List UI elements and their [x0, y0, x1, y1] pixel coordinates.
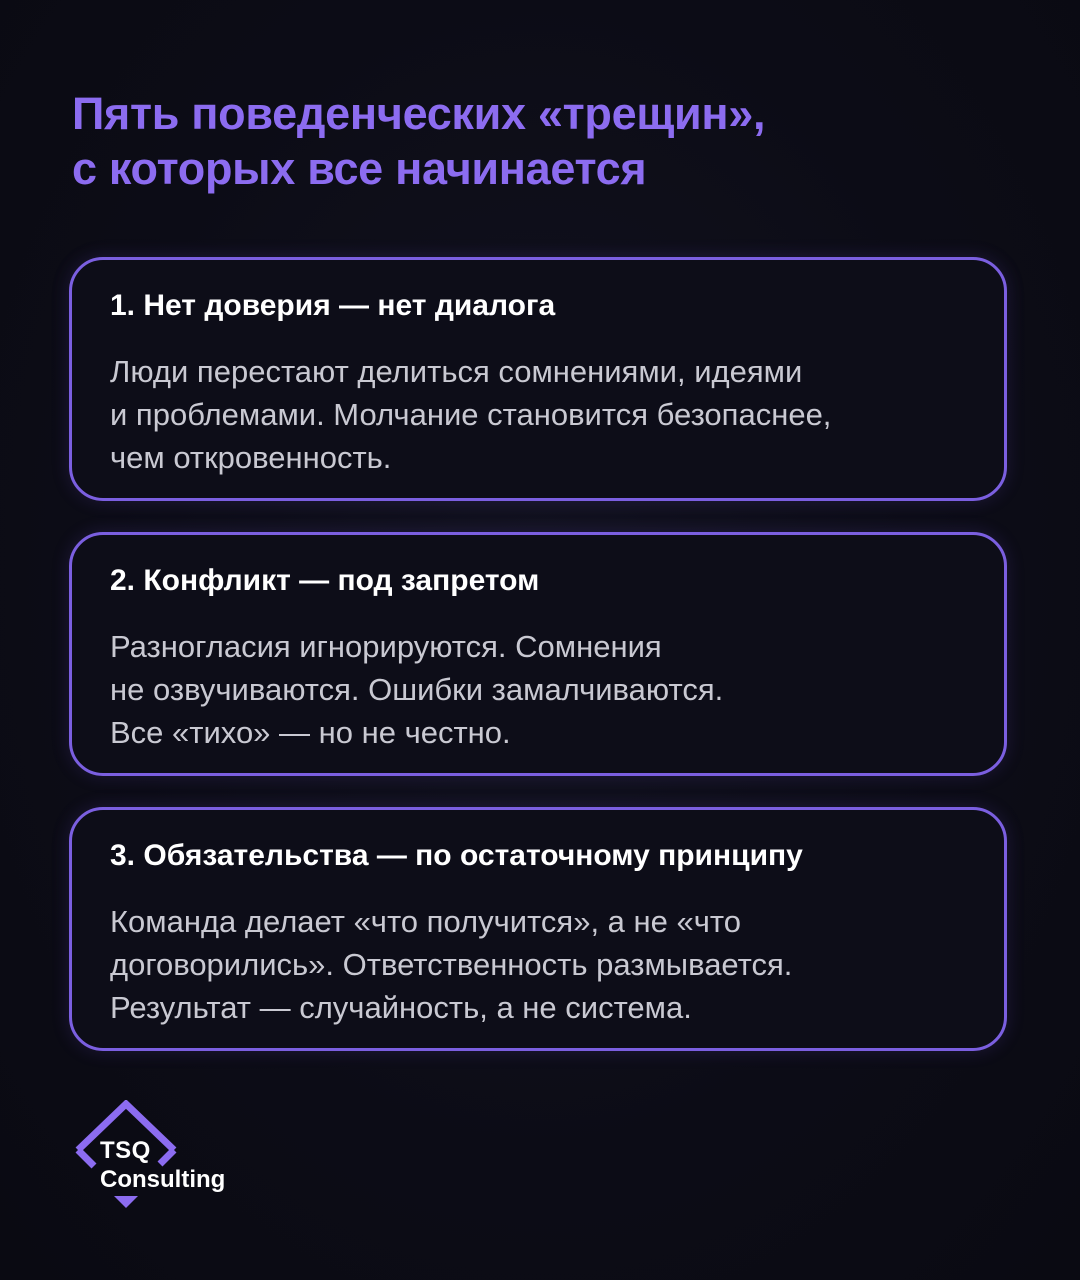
card-no-trust — [69, 257, 1007, 501]
page-title — [72, 86, 972, 196]
tsq-consulting-logo — [72, 1100, 272, 1215]
card-conflict-forbidden — [69, 532, 1007, 776]
logo-text-tsq: TSQ — [100, 1137, 151, 1164]
card-body-line: и проблемами. Молчание становится безопаснее, — [110, 397, 832, 432]
card-body — [110, 625, 970, 754]
card-commitments-residual — [69, 807, 1007, 1051]
card-body-line: не озвучиваются. Ошибки замалчиваются. — [110, 672, 724, 707]
logo-text-consulting: Consulting — [100, 1166, 226, 1193]
card-body-line: чем откровенность. — [110, 440, 392, 475]
card-body-line: Результат — случайность, а не система. — [110, 990, 692, 1025]
card-body-line: Люди перестают делиться сомнениями, идеями — [110, 354, 803, 389]
card-body-line: Команда делает «что получится», а не «что — [110, 904, 741, 939]
card-body — [110, 350, 970, 479]
card-heading: 1. Нет доверия — нет диалога — [110, 289, 556, 322]
page-title-line-1: Пять поведенческих «трещин», — [72, 88, 766, 139]
card-heading: 3. Обязательства — по остаточному принципу — [110, 839, 803, 872]
card-body-line: Разногласия игнорируются. Сомнения — [110, 629, 662, 664]
page-title-line-2: с которых все начинается — [72, 143, 647, 194]
card-body-line: Все «тихо» — но не честно. — [110, 715, 511, 750]
card-body — [110, 900, 970, 1029]
card-body-line: договорились». Ответственность размывается. — [110, 947, 793, 982]
card-heading: 2. Конфликт — под запретом — [110, 564, 540, 597]
